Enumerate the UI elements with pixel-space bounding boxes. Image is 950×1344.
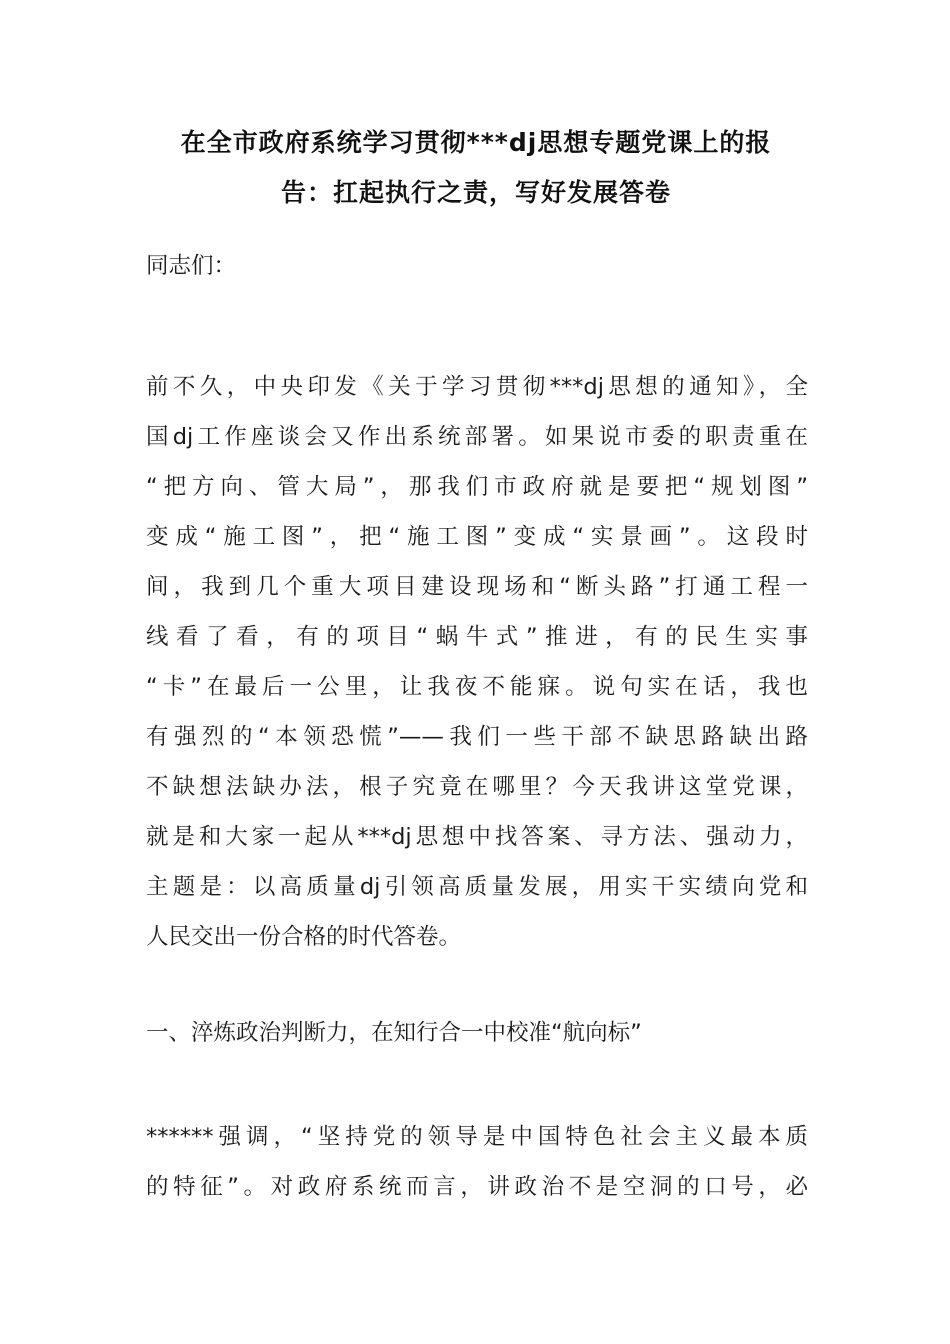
- paragraph-line: 就是和大家一起从***dj思想中找答案、寻方法、强动力，: [146, 824, 808, 850]
- section-heading: [146, 1008, 808, 1058]
- paragraph-line: 变成“施工图”，把“施工图”变成“实景画”。这段时: [146, 524, 808, 550]
- paragraph-line: 不缺想法缺办法，根子究竟在哪里？今天我讲这堂党课，: [146, 774, 808, 800]
- paragraph-line: 主题是：以高质量dj引领高质量发展，用实干实绩向党和: [146, 874, 808, 900]
- paragraph-line: 人民交出一份合格的时代答卷。: [146, 924, 462, 950]
- title-line: 告：扛起执行之责，写好发展答卷: [280, 178, 671, 207]
- paragraph-line: 有强烈的“本领恐慌”——我们一些干部不缺思路缺出路: [146, 724, 808, 750]
- paragraph-line: “把方向、管大局”，那我们市政府就是要把“规划图”: [146, 474, 808, 500]
- salutation: [146, 241, 808, 291]
- section-heading-text: 一、淬炼政治判断力，在知行合一中校准“航向标”: [146, 1020, 642, 1046]
- paragraph-line: 国dj工作座谈会又作出系统部署。如果说市委的职责重在: [146, 424, 808, 450]
- title-line: 在全市政府系统学习贯彻***dj思想专题党课上的报: [180, 128, 772, 157]
- paragraph-intro: [146, 362, 808, 962]
- salutation-text: 同志们：: [146, 253, 237, 279]
- paragraph-section-1: [146, 1112, 808, 1212]
- document-title: [145, 118, 807, 218]
- paragraph-line: “卡”在最后一公里，让我夜不能寐。说句实在话，我也: [146, 674, 808, 700]
- paragraph-line: 前不久，中央印发《关于学习贯彻***dj思想的通知》，全: [146, 374, 808, 400]
- paragraph-line: ******强调，“坚持党的领导是中国特色社会主义最本质: [146, 1124, 808, 1150]
- paragraph-line: 线看了看，有的项目“蜗牛式”推进，有的民生实事: [146, 624, 808, 650]
- paragraph-line: 间，我到几个重大项目建设现场和“断头路”打通工程一: [146, 574, 808, 600]
- paragraph-line: 的特征”。对政府系统而言，讲政治不是空洞的口号，必: [146, 1174, 808, 1200]
